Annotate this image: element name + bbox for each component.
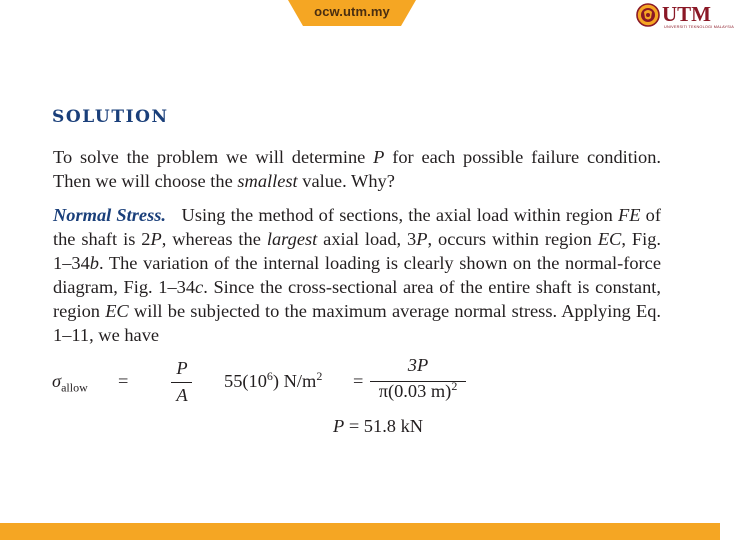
text-run: will be subjected to the maximum average normal stress. Applying Eq. 1–11, we have: [53, 301, 661, 345]
fraction-bar: [171, 382, 192, 383]
text-run: , Fig. 1–34: [53, 229, 661, 273]
sigma-symbol: σ: [52, 371, 62, 391]
utm-seal-icon: [636, 3, 660, 27]
emphasis-largest: largest: [266, 229, 318, 249]
exponent: 6: [266, 368, 273, 383]
equation-sigma-allow: [52, 358, 188, 408]
equals-sign: =: [353, 371, 364, 391]
text-run: value. Why?: [297, 171, 395, 191]
region-ec: EC: [105, 301, 129, 321]
text-run: axial load, 3: [317, 229, 417, 249]
text-run: Using the method of sections, the axial load within region: [166, 205, 619, 225]
text-run: . Since the cross-sectional area of the entire shaft is constant, region: [53, 277, 661, 321]
site-tab: [288, 0, 416, 26]
footer-bar: [0, 523, 720, 540]
exponent: 2: [316, 368, 323, 383]
figure-ref-c: c: [195, 277, 204, 297]
region-fe: FE: [618, 205, 641, 225]
fraction-numerator: P: [176, 358, 188, 378]
solution-heading: SOLUTION: [52, 107, 169, 127]
logo-tagline: UNIVERSITI TEKNOLOGI MALAYSIA: [664, 25, 734, 29]
equals-sign: =: [118, 371, 129, 391]
stress-value: 55(10: [224, 371, 267, 391]
equation-stress-substitution: [224, 355, 474, 407]
variable-p: P: [333, 416, 345, 436]
utm-logo: [636, 2, 734, 32]
normal-stress-lead: Normal Stress.: [53, 205, 166, 225]
exponent: 2: [451, 378, 458, 393]
text-run: , occurs within region: [427, 229, 598, 249]
intro-paragraph: [53, 145, 661, 193]
normal-stress-paragraph: [53, 203, 661, 347]
variable-p: P: [416, 229, 428, 249]
equation-result: [333, 416, 423, 437]
stress-unit: ) N/m: [272, 371, 317, 391]
text-run: of the shaft is 2: [53, 205, 661, 249]
variable-p: P: [150, 229, 162, 249]
text-run: , whereas the: [161, 229, 267, 249]
emphasis-smallest: smallest: [237, 171, 298, 191]
fraction-denominator: π(0.03 m): [378, 381, 452, 401]
fraction-denominator: A: [176, 385, 188, 405]
result-value: = 51.8 kN: [344, 416, 424, 436]
text-run: . The variation of the internal loading is clearly shown on the normal-force diagram, Fig. 1–34: [53, 253, 661, 297]
variable-p: P: [373, 147, 385, 167]
allow-subscript: allow: [61, 380, 88, 395]
fraction-numerator: 3P: [407, 355, 429, 375]
text-run: To solve the problem we will determine: [53, 147, 374, 167]
text-run: for each possible failure condition. Then we will choose the: [53, 147, 662, 191]
region-ec: EC: [597, 229, 622, 249]
figure-ref-b: b: [89, 253, 99, 273]
site-label: ocw.utm.my: [314, 4, 390, 19]
logo-wordmark: UTM: [662, 2, 711, 26]
